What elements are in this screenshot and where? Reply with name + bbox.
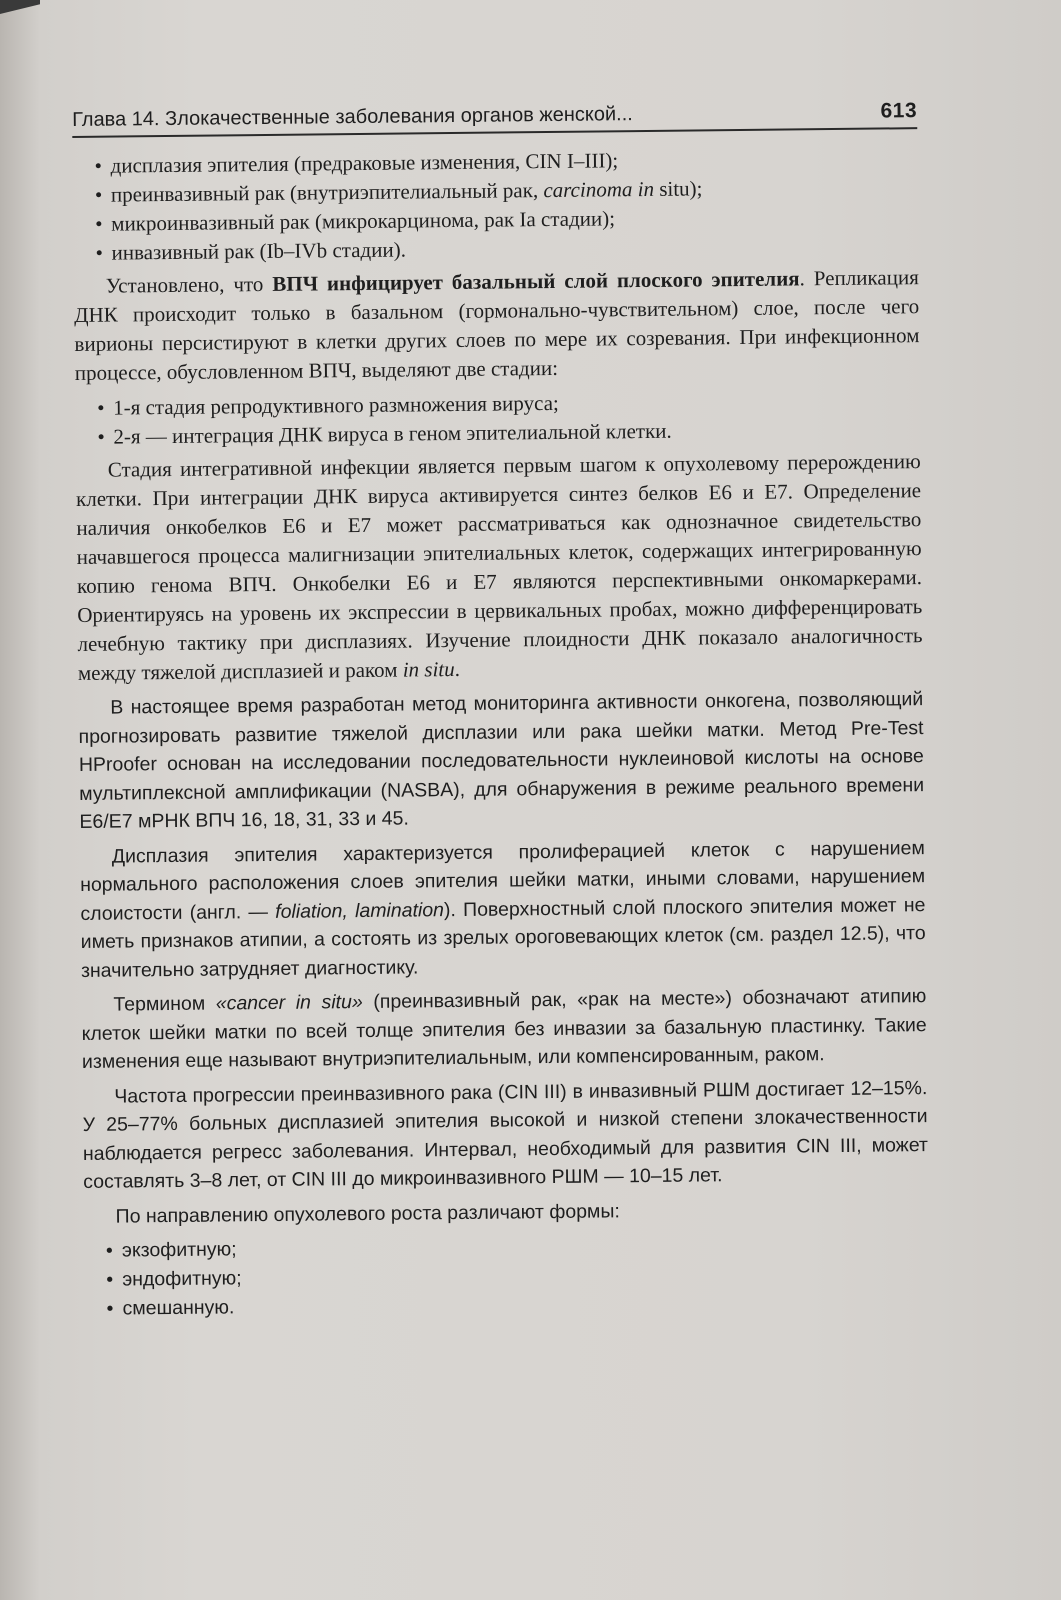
paragraph: Частота прогрессии преинвазивного рака (CIN III) в инвазивный РШМ достигает 12–15%. У 25–77% больных дисплазией эпителия высокой и низкой степени злокачественности наблюдается регресс заболевания. Интервал, необходимый для развития CIN III, может составлять 3–8 лет, от CIN III до микроинвазивного РШМ — 10–15 лет. bbox=[82, 1076, 929, 1193]
paragraph: По направлению опухолевого роста различают формы: bbox=[115, 1199, 620, 1228]
list-item: • эндофитную; bbox=[110, 1257, 929, 1295]
italic-term: in situ bbox=[402, 657, 455, 682]
list-item: • 1-я стадия репродуктивного размножения вируса; bbox=[101, 385, 920, 423]
list-item: • смешанную. bbox=[110, 1286, 929, 1324]
chapter-title: Глава 14. Злокачественные заболевания органов женской... bbox=[72, 103, 633, 131]
growth-forms-list bbox=[84, 1228, 930, 1324]
running-head bbox=[72, 99, 917, 138]
list-item: • 2-я — интеграция ДНК вируса в геном эпителиальной клетки. bbox=[101, 414, 920, 452]
stages-list bbox=[72, 143, 918, 268]
scan-edge-mark bbox=[0, 0, 40, 14]
list-item: • дисплазия эпителия (предраковые изменения, CIN I–III); bbox=[98, 143, 917, 181]
paragraph: Стадия интегративной инфекции является первым шагом к опухолевому перерождению клетки. При интеграции ДНК вируса активируется синтез белков E6 и E7. Определение наличия онкобелков E6 и E7 может рассматриваться как однозначное свидетельство начавшегося процесса малигнизации эпителиальных клеток, содержащих интегрированную копию генома ВПЧ. Онкобелки E6 и E7 являются перспективными онкомаркерами. Ориентируясь на уровень их экспрессии в цервикальных пробах, можно дифференцировать лечебную тактику при дисплазиях. Изучение плоидности ДНК показало аналогичность между тяжелой дисплазией и раком in situ. bbox=[75, 449, 923, 685]
paragraph: Термином «cancer in situ» (преинвазивный рак, «рак на месте») обозначают атипию клеток шейки матки по всей толще эпителия без инвазии за базальную пластинку. Такие изменения еще называют внутриэпителиальным, или компенсированным, раком. bbox=[81, 985, 927, 1073]
italic-term: «cancer in situ» bbox=[215, 991, 363, 1015]
paragraph: Дисплазия эпителия характеризуется пролиферацией клеток с нарушением нормального расположения слоев эпителия шейки матки, иными словами, нарушением слоистости (англ. — foliation, lamination). Поверхностный слой плоского эпителия может не иметь признаков атипии, а состоять из зрелых ороговевающих клеток (см. раздел 12.5), что значительно затрудняет диагностику. bbox=[80, 836, 926, 982]
list-item: • микроинвазивный рак (микрокарцинома, рак Ia стадии); bbox=[99, 201, 918, 239]
list-item: • экзофитную; bbox=[110, 1228, 929, 1266]
paragraph: Установлено, что ВПЧ инфицирует базальный слой плоского эпителия. Репликация ДНК происходит только в базальном (гормонально-чувствительном) слое, после чего вирионы персистируют в клетки других слоев по мере их созревания. При инфекционном процессе, обусловленном ВПЧ, выделяют две стадии: bbox=[74, 265, 920, 385]
paragraph: В настоящее время разработан метод мониторинга активности онкогена, позволяющий прогнозировать развитие тяжелой дисплазии или рака шейки матки. Метод Pre-Test HProofer основан на исследовании последовательности нуклеиновой кислоты на основе мультиплексной амплификации (NASBA), для обнаружения в режиме реального времени E6/E7 мРНК ВПЧ 16, 18, 31, 33 и 45. bbox=[78, 688, 925, 833]
list-item: • инвазивный рак (Ib–IVb стадии). bbox=[99, 230, 918, 268]
page-content bbox=[72, 99, 930, 1328]
italic-term: foliation, lamination bbox=[275, 898, 445, 923]
italic-term: carcinoma in bbox=[543, 176, 655, 203]
page-number: 613 bbox=[880, 99, 918, 123]
infection-stages-list bbox=[75, 385, 921, 452]
list-item: • преинвазивный рак (внутриэпителиальный рак, carcinoma in situ); bbox=[99, 172, 918, 210]
bold-statement: ВПЧ инфицирует базальный слой плоского эпителия bbox=[272, 266, 800, 296]
